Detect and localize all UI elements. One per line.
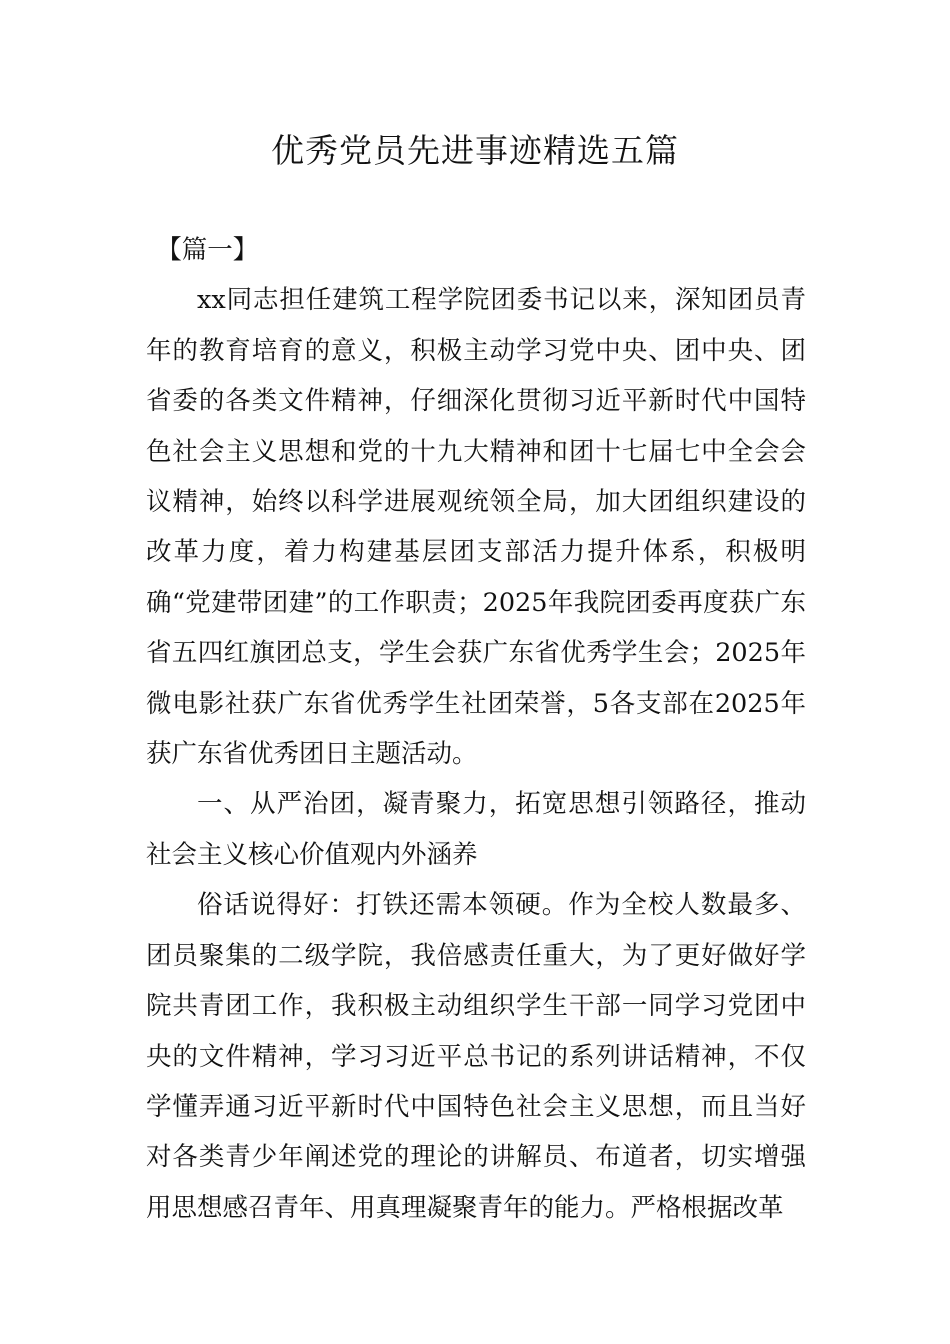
body-paragraph-3: 俗话说得好：打铁还需本领硬。作为全校人数最多、团员聚集的二级学院，我倍感责任重大，为了更好做好学院共青团工作，我积极主动组织学生干部一同学习党团中央的文件精神，学习习近平总书记的系列讲话精神，不仅学懂弄通习近平新时代中国特色社会主义思想，而且当好对各类青少年阐述党的理论的讲解员、布道者，切实增强用思想感召青年、用真理凝聚青年的能力。严格根据改革: [146, 890, 806, 1223]
document-title: 优秀党员先进事迹精选五篇: [271, 131, 679, 170]
section-label: 【篇一】: [156, 235, 259, 265]
document-body: [146, 225, 806, 1233]
body-paragraph-1: xx同志担任建筑工程学院团委书记以来，深知团员青年的教育培育的意义，积极主动学习党中央、团中央、团省委的各类文件精神，仔细深化贯彻习近平新时代中国特色社会主义思想和党的十九大精神和团十七届七中全会会议精神，始终以科学进展观统领全局，加大团组织建设的改革力度，着力构建基层团支部活力提升体系，积极明确“党建带团建”的工作职责；2025年我院团委再度获广东省五四红旗团总支，学生会获广东省优秀学生会；2025年微电影社获广东省优秀学生社团荣誉，5各支部在2025年获广东省优秀团日主题活动。: [146, 285, 806, 770]
body-paragraph-2: 一、从严治团，凝青聚力，拓宽思想引领路径，推动社会主义核心价值观内外涵养: [146, 789, 806, 870]
